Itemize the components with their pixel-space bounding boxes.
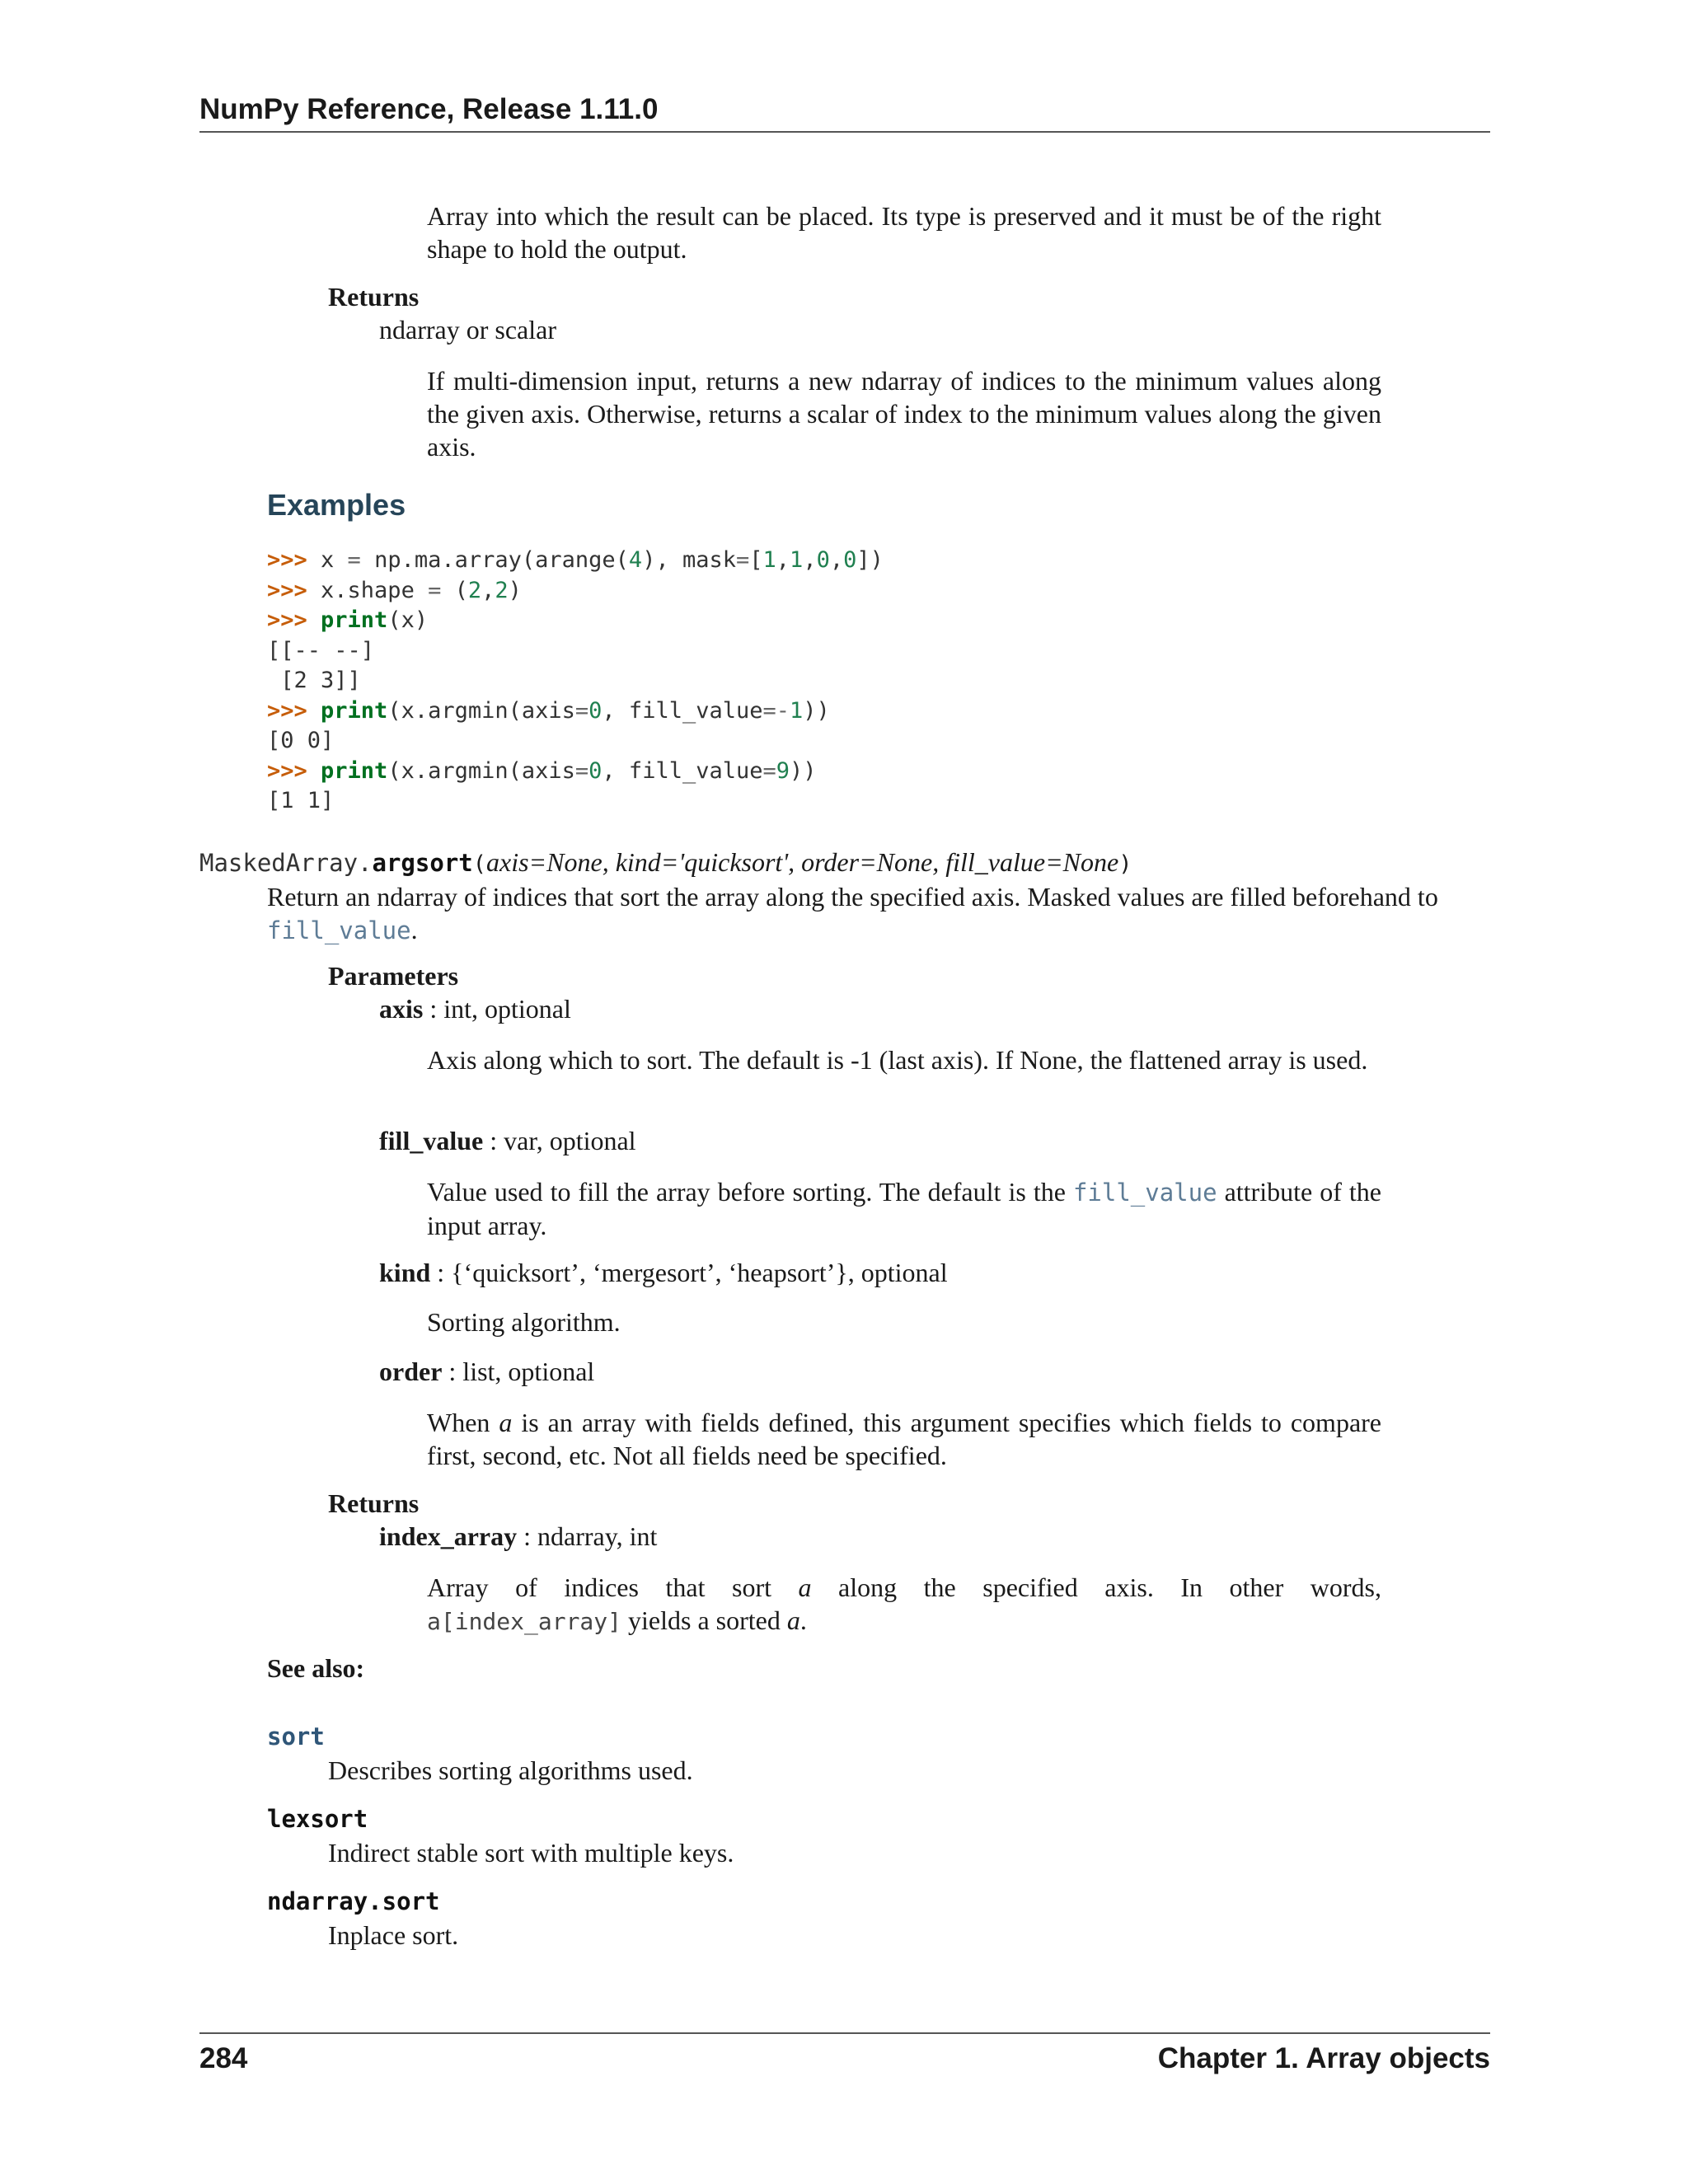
param-type: : int, optional bbox=[423, 994, 571, 1024]
param-order-description bbox=[427, 1406, 1381, 1472]
desc-text: Array of indices that sort bbox=[427, 1572, 799, 1602]
argsort-description bbox=[267, 880, 1495, 947]
see-also-label: See also: bbox=[267, 1653, 365, 1683]
open-paren: ( bbox=[472, 851, 486, 877]
page-footer bbox=[199, 2032, 1490, 2083]
close-paren: ) bbox=[1118, 851, 1132, 877]
out-param-description: Array into which the result can be placed. Its type is preserved and it must be of the right shape to hold the output. bbox=[427, 201, 1381, 264]
returns-desc-line-2 bbox=[427, 1604, 1381, 1638]
code-line: >>> x.shape = (2,2) bbox=[267, 577, 522, 603]
param-axis bbox=[379, 994, 571, 1024]
document-title: NumPy Reference, Release 1.11.0 bbox=[199, 93, 659, 125]
see-also-sort-description: Describes sorting algorithms used. bbox=[328, 1755, 693, 1785]
param-name: kind bbox=[379, 1258, 431, 1287]
code-example-block bbox=[267, 546, 884, 817]
see-also-lexsort-description: Indirect stable sort with multiple keys. bbox=[328, 1838, 734, 1868]
param-name: order bbox=[379, 1357, 443, 1386]
description-text: Return an ndarray of indices that sort the array along the specified axis. Masked values are filled beforehand to bbox=[267, 882, 1438, 912]
variable-a: a bbox=[499, 1408, 513, 1437]
code-output-line: [[-- --] bbox=[267, 637, 375, 663]
method-name: argsort bbox=[372, 849, 473, 877]
see-also-lexsort: lexsort bbox=[267, 1805, 368, 1833]
returns-type: ndarray or scalar bbox=[379, 315, 556, 344]
signature-params: axis=None, kind='quicksort', order=None, fill_value=None bbox=[486, 847, 1119, 877]
class-name: MaskedArray. bbox=[199, 849, 373, 877]
see-also-sort-link[interactable]: sort bbox=[267, 1722, 325, 1750]
param-type: : var, optional bbox=[483, 1126, 636, 1155]
returns-type: : ndarray, int bbox=[517, 1521, 658, 1551]
chapter-title: Chapter 1. Array objects bbox=[1157, 2042, 1490, 2074]
desc-text: attribute of the input array. bbox=[427, 1177, 1382, 1240]
argsort-signature bbox=[199, 847, 1132, 878]
desc-text: Value used to fill the array before sorting. The default is the bbox=[427, 1177, 1073, 1207]
code-output-line: [1 1] bbox=[267, 788, 335, 813]
code-line: >>> x = np.ma.array(arange(4), mask=[1,1,0,0]) bbox=[267, 547, 884, 573]
desc-text: along the specified axis. In other words, bbox=[811, 1572, 1382, 1602]
desc-text: When bbox=[427, 1408, 499, 1437]
code-output-line: [0 0] bbox=[267, 728, 335, 753]
code-line: >>> print(x) bbox=[267, 607, 429, 633]
parameters-label: Parameters bbox=[328, 961, 459, 991]
argsort-returns-label: Returns bbox=[328, 1488, 420, 1518]
returns-description: If multi-dimension input, returns a new ndarray of indices to the minimum values along the given axis. Otherwise, returns a scalar of index to the minimum values along the given axis. bbox=[427, 366, 1381, 462]
desc-text: yields a sorted bbox=[621, 1605, 787, 1635]
see-also-ndarray-sort-description: Inplace sort. bbox=[328, 1920, 459, 1950]
param-fill-value-description bbox=[427, 1175, 1381, 1242]
fill-value-link[interactable]: fill_value bbox=[1072, 1179, 1217, 1207]
param-name: fill_value bbox=[379, 1126, 484, 1155]
param-name: axis bbox=[379, 994, 424, 1024]
code-line: >>> print(x.argmin(axis=0, fill_value=-1)) bbox=[267, 697, 830, 724]
param-order bbox=[379, 1357, 594, 1387]
description-end: . bbox=[410, 915, 418, 944]
param-axis-description: Axis along which to sort. The default is -1 (last axis). If None, the flattened array is used. bbox=[427, 1045, 1368, 1075]
returns-label: Returns bbox=[328, 282, 420, 312]
param-kind bbox=[379, 1258, 948, 1288]
see-also-ndarray-sort: ndarray.sort bbox=[267, 1887, 440, 1915]
page-header bbox=[199, 92, 1490, 133]
examples-heading: Examples bbox=[267, 488, 406, 522]
returns-index-array-description bbox=[427, 1571, 1381, 1638]
param-type: : {‘quicksort’, ‘mergesort’, ‘heapsort’}, optional bbox=[430, 1258, 948, 1287]
desc-text: is an array with fields defined, this argument specifies which fields to compare first, second, etc. Not all fields need be specified. bbox=[427, 1408, 1382, 1470]
returns-index-array bbox=[379, 1521, 657, 1552]
inline-code: a[index_array] bbox=[427, 1608, 622, 1635]
code-line: >>> print(x.argmin(axis=0, fill_value=9)) bbox=[267, 757, 817, 784]
desc-text: . bbox=[799, 1605, 807, 1635]
variable-a: a bbox=[786, 1605, 800, 1635]
param-kind-description: Sorting algorithm. bbox=[427, 1307, 621, 1337]
returns-name: index_array bbox=[379, 1521, 518, 1551]
page-number: 284 bbox=[199, 2042, 248, 2074]
fill-value-link[interactable]: fill_value bbox=[267, 916, 411, 944]
returns-desc-line-1 bbox=[427, 1571, 1381, 1604]
param-type: : list, optional bbox=[442, 1357, 595, 1386]
param-fill-value bbox=[379, 1126, 636, 1156]
variable-a: a bbox=[798, 1572, 812, 1602]
code-output-line: [2 3]] bbox=[267, 668, 361, 693]
